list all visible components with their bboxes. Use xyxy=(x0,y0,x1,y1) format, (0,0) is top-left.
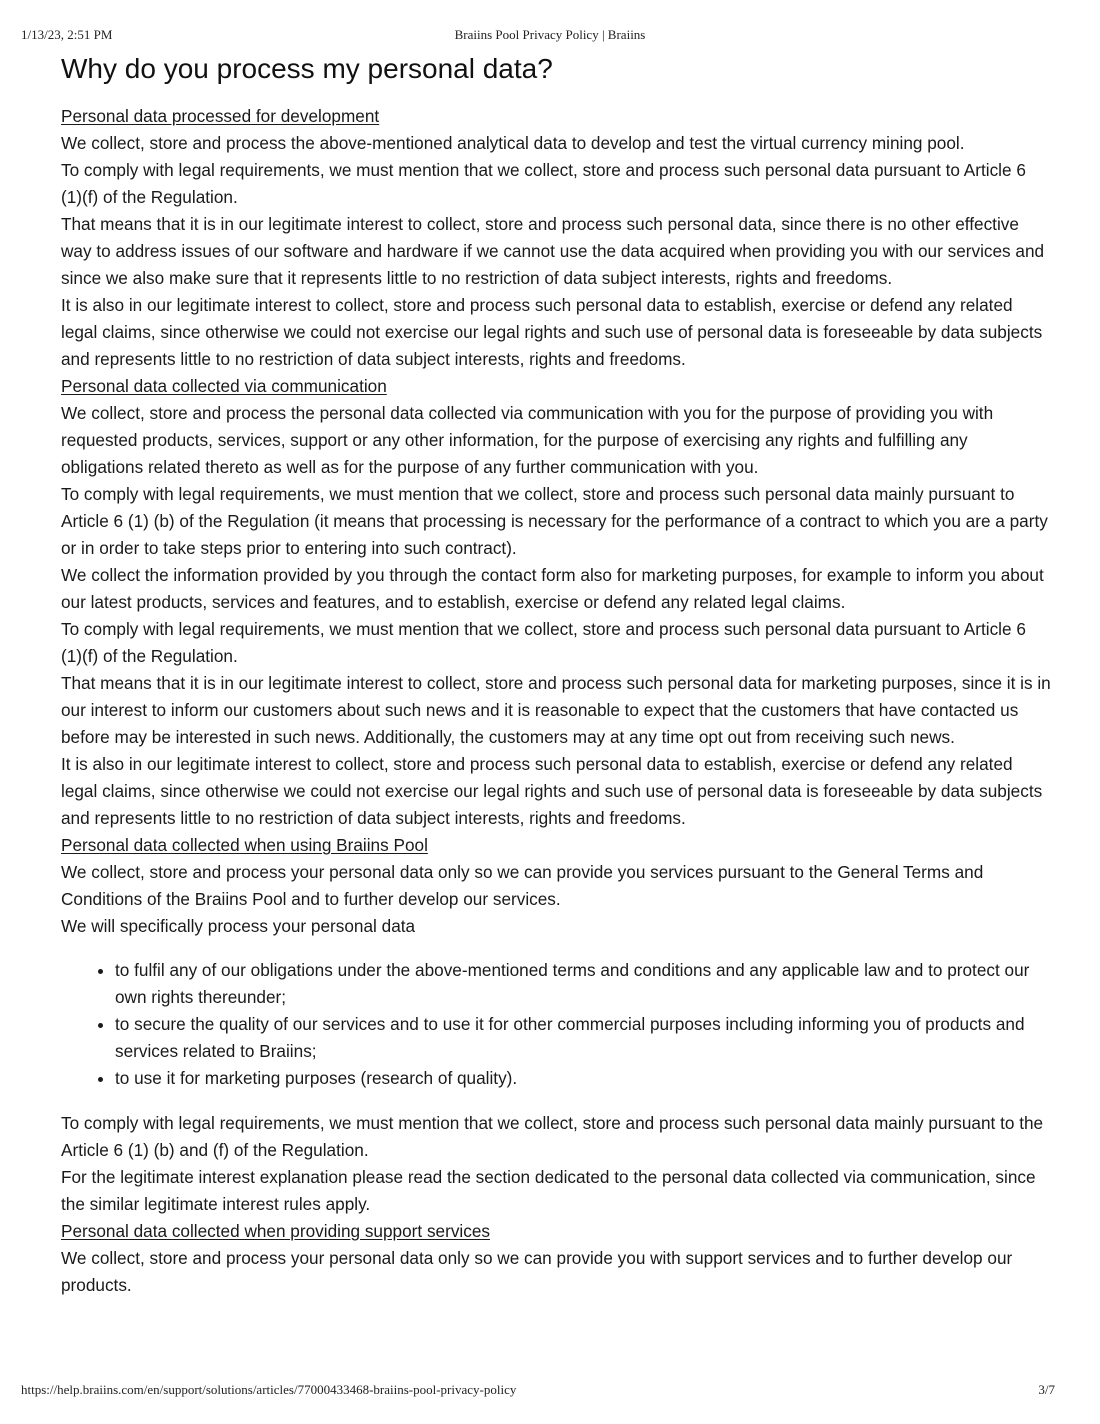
print-header xyxy=(0,27,1100,45)
list-item: • to secure the quality of our services and to use it for other commercial purposes including informing you of products and services related to Braiins; xyxy=(115,1011,1051,1065)
processing-purposes-list xyxy=(61,957,1051,1092)
paragraph: We collect the information provided by you through the contact form also for marketing purposes, for example to inform you about our latest products, services and features, and to establish, exercise or defend any related legal claims. xyxy=(61,565,1044,612)
paragraph: To comply with legal requirements, we must mention that we collect, store and process such personal data mainly pursuant to Article 6 (1) (b) of the Regulation (it means that processing is necessary for the performance of a contract to which you are a party or in order to take steps prior to entering into such contract). xyxy=(61,484,1048,558)
print-footer xyxy=(0,1382,1100,1400)
page-title: Why do you process my personal data? xyxy=(61,53,553,84)
paragraph: To comply with legal requirements, we must mention that we collect, store and process such personal data pursuant to Article 6 (1)(f) of the Regulation. xyxy=(61,160,1026,207)
article-content xyxy=(61,51,1051,1299)
paragraph: For the legitimate interest explanation please read the section dedicated to the personal data collected via communication, since the similar legitimate interest rules apply. xyxy=(61,1167,1036,1214)
paragraph: We collect, store and process your personal data only so we can provide you services pursuant to the General Terms and Conditions of the Braiins Pool and to further develop our services. xyxy=(61,862,984,909)
paragraph: It is also in our legitimate interest to collect, store and process such personal data to establish, exercise or defend any related legal claims, since otherwise we could not exercise our legal rights and such use of personal data is foreseeable by data subjects and represents little to no restriction of data subject interests, rights and freedoms. xyxy=(61,754,1043,828)
paragraph: That means that it is in our legitimate interest to collect, store and process such personal data for marketing purposes, since it is in our interest to inform our customers about such news and it is reasonable to expect that the customers that have contacted us before may be interested in such news. Additionally, the customers may at any time opt out from receiving such news. xyxy=(61,673,1051,747)
paragraph: To comply with legal requirements, we must mention that we collect, store and process such personal data mainly pursuant to the Article 6 (1) (b) and (f) of the Regulation. xyxy=(61,1113,1044,1160)
paragraph: We collect, store and process the above-mentioned analytical data to develop and test the virtual currency mining pool. xyxy=(61,133,965,153)
paragraph: We collect, store and process the personal data collected via communication with you for the purpose of providing you with requested products, services, support or any other information, for the purpose of exercising any rights and fulfilling any obligations related thereto as well as for the purpose of any further communication with you. xyxy=(61,403,994,477)
print-page-title: Braiins Pool Privacy Policy | Braiins xyxy=(454,27,646,42)
section-heading-braiins-pool: Personal data collected when using Braiins Pool xyxy=(61,835,428,855)
section-heading-development: Personal data processed for development xyxy=(61,106,380,126)
section-heading-communication: Personal data collected via communication xyxy=(61,376,387,396)
paragraph: We will specifically process your personal data xyxy=(61,916,416,936)
paragraph: That means that it is in our legitimate interest to collect, store and process such personal data, since there is no other effective way to address issues of our software and hardware if we cannot use the data acquired when providing you with our services and since we also make sure that it represents little to no restriction of data subject interests, rights and freedoms. xyxy=(61,214,1045,288)
paragraph: To comply with legal requirements, we must mention that we collect, store and process such personal data pursuant to Article 6 (1)(f) of the Regulation. xyxy=(61,619,1026,666)
list-item: • to fulfil any of our obligations under the above-mentioned terms and conditions and any applicable law and to protect our own rights thereunder; xyxy=(115,957,1051,1011)
print-url: https://help.braiins.com/en/support/solutions/articles/77000433468-braiins-pool-privacy-policy xyxy=(21,1382,517,1397)
print-datetime: 1/13/23, 2:51 PM xyxy=(21,27,113,42)
article-body xyxy=(61,103,1051,1299)
paragraph: We collect, store and process your personal data only so we can provide you with support services and to further develop our products. xyxy=(61,1248,1013,1295)
section-heading-support: Personal data collected when providing support services xyxy=(61,1221,490,1241)
print-page-number: 3/7 xyxy=(1038,1382,1055,1397)
list-item: • to use it for marketing purposes (research of quality). xyxy=(115,1065,1051,1092)
paragraph: It is also in our legitimate interest to collect, store and process such personal data to establish, exercise or defend any related legal claims, since otherwise we could not exercise our legal rights and such use of personal data is foreseeable by data subjects and represents little to no restriction of data subject interests, rights and freedoms. xyxy=(61,295,1043,369)
